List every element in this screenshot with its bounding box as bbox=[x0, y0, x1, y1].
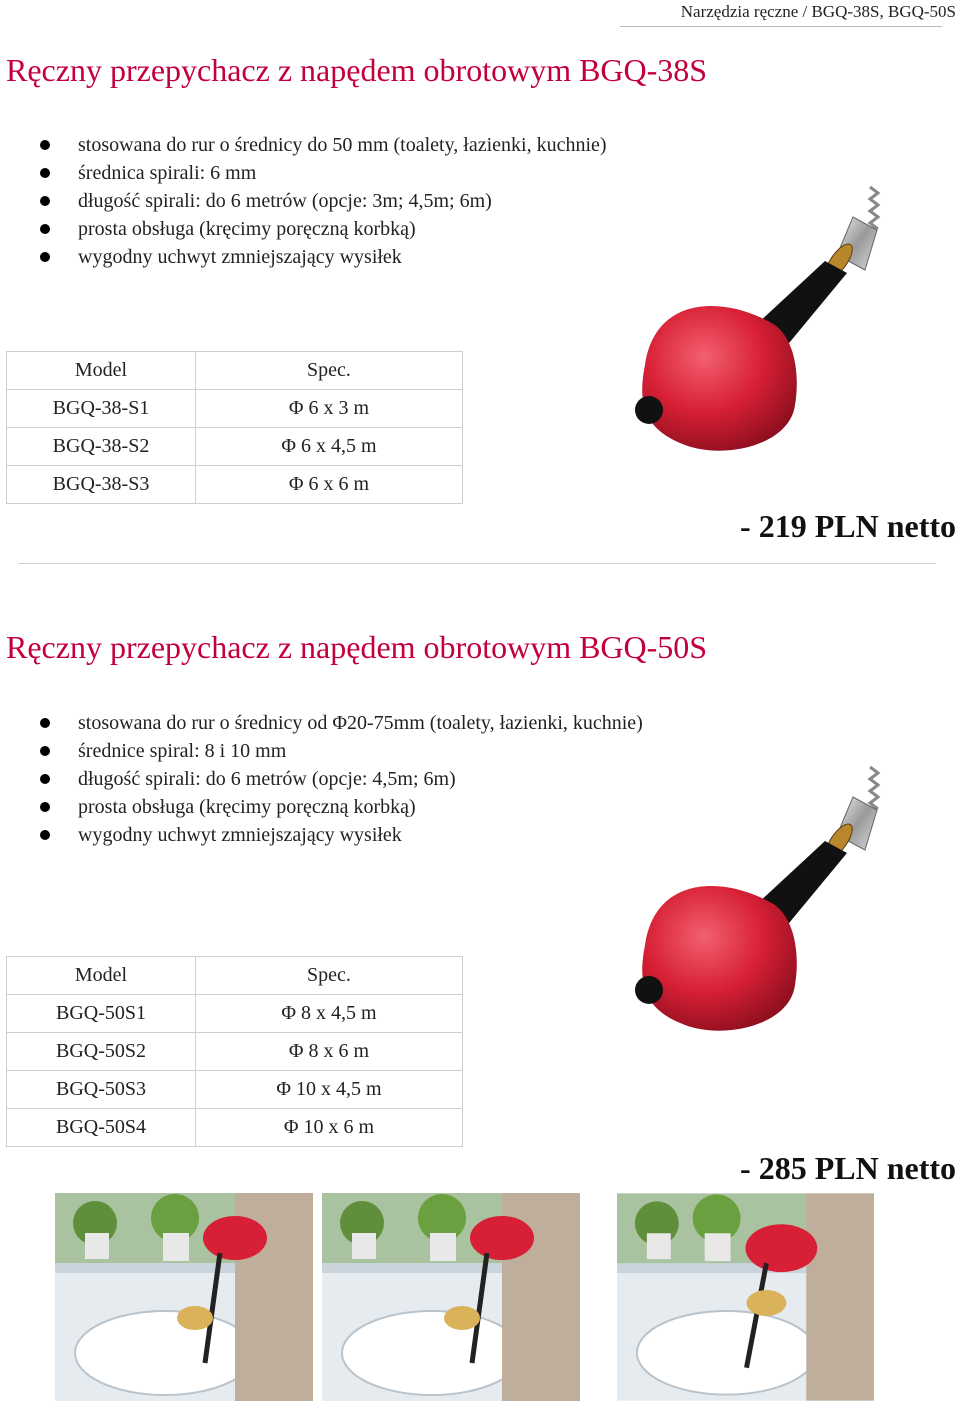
table-header-row bbox=[7, 957, 463, 995]
table-row bbox=[7, 390, 463, 428]
bullet-icon bbox=[40, 830, 50, 840]
table-header-row bbox=[7, 352, 463, 390]
model-cell: BGQ-38-S1 bbox=[7, 390, 196, 428]
spec-cell: Φ 6 x 4,5 m bbox=[196, 428, 463, 466]
feature-item: wygodny uchwyt zmniejszający wysiłek bbox=[40, 243, 607, 271]
feature-item: średnica spirali: 6 mm bbox=[40, 159, 607, 187]
feature-item: długość spirali: do 6 metrów (opcje: 4,5m; 6m) bbox=[40, 765, 643, 793]
feature-item: prosta obsługa (kręcimy poręczną korbką) bbox=[40, 793, 643, 821]
spec-cell: Φ 10 x 4,5 m bbox=[196, 1071, 463, 1109]
column-header-model: Model bbox=[7, 957, 196, 995]
model-cell: BGQ-50S2 bbox=[7, 1033, 196, 1071]
bullet-icon bbox=[40, 168, 50, 178]
feature-item: stosowana do rur o średnicy od Φ20-75mm (toalety, łazienki, kuchnie) bbox=[40, 709, 643, 737]
sink-usage-photo bbox=[617, 1193, 874, 1401]
model-cell: BGQ-38-S3 bbox=[7, 466, 196, 504]
bullet-icon bbox=[40, 224, 50, 234]
spec-cell: Φ 8 x 4,5 m bbox=[196, 995, 463, 1033]
spec-cell: Φ 6 x 6 m bbox=[196, 466, 463, 504]
feature-item: długość spirali: do 6 metrów (opcje: 3m; 4,5m; 6m) bbox=[40, 187, 607, 215]
drain-auger-icon bbox=[625, 175, 925, 465]
spec-cell: Φ 8 x 6 m bbox=[196, 1033, 463, 1071]
feature-list-bgq-38s bbox=[40, 131, 607, 271]
feature-item: średnice spiral: 8 i 10 mm bbox=[40, 737, 643, 765]
spec-table-bgq-38s bbox=[6, 351, 463, 504]
price-bgq-50s: - 285 PLN netto bbox=[740, 1150, 956, 1186]
bullet-icon bbox=[40, 718, 50, 728]
feature-item: prosta obsługa (kręcimy poręczną korbką) bbox=[40, 215, 607, 243]
price-bgq-38s: - 219 PLN netto bbox=[740, 508, 956, 544]
bullet-icon bbox=[40, 746, 50, 756]
spec-table-bgq-50s bbox=[6, 956, 463, 1147]
sink-usage-photo bbox=[55, 1193, 313, 1401]
feature-list-bgq-50s bbox=[40, 709, 643, 849]
table-row bbox=[7, 1033, 463, 1071]
sink-usage-photo bbox=[322, 1193, 580, 1401]
section-divider bbox=[18, 563, 936, 564]
column-header-spec: Spec. bbox=[196, 352, 463, 390]
table-row bbox=[7, 1109, 463, 1147]
product-title-bgq-38s: Ręczny przepychacz z napędem obrotowym BGQ-38S bbox=[6, 52, 708, 88]
column-header-model: Model bbox=[7, 352, 196, 390]
spec-cell: Φ 6 x 3 m bbox=[196, 390, 463, 428]
model-cell: BGQ-50S3 bbox=[7, 1071, 196, 1109]
model-cell: BGQ-38-S2 bbox=[7, 428, 196, 466]
page-header: Narzędzia ręczne / BGQ-38S, BGQ-50S bbox=[680, 2, 956, 21]
table-row bbox=[7, 466, 463, 504]
table-row bbox=[7, 995, 463, 1033]
model-cell: BGQ-50S4 bbox=[7, 1109, 196, 1147]
table-row bbox=[7, 428, 463, 466]
bullet-icon bbox=[40, 802, 50, 812]
product-title-bgq-50s: Ręczny przepychacz z napędem obrotowym BGQ-50S bbox=[6, 629, 708, 665]
model-cell: BGQ-50S1 bbox=[7, 995, 196, 1033]
spec-cell: Φ 10 x 6 m bbox=[196, 1109, 463, 1147]
bullet-icon bbox=[40, 140, 50, 150]
table-row bbox=[7, 1071, 463, 1109]
bullet-icon bbox=[40, 252, 50, 262]
feature-item: wygodny uchwyt zmniejszający wysiłek bbox=[40, 821, 643, 849]
column-header-spec: Spec. bbox=[196, 957, 463, 995]
bullet-icon bbox=[40, 774, 50, 784]
bullet-icon bbox=[40, 196, 50, 206]
feature-item: stosowana do rur o średnicy do 50 mm (toalety, łazienki, kuchnie) bbox=[40, 131, 607, 159]
drain-auger-icon bbox=[625, 755, 925, 1045]
header-divider bbox=[620, 26, 942, 27]
